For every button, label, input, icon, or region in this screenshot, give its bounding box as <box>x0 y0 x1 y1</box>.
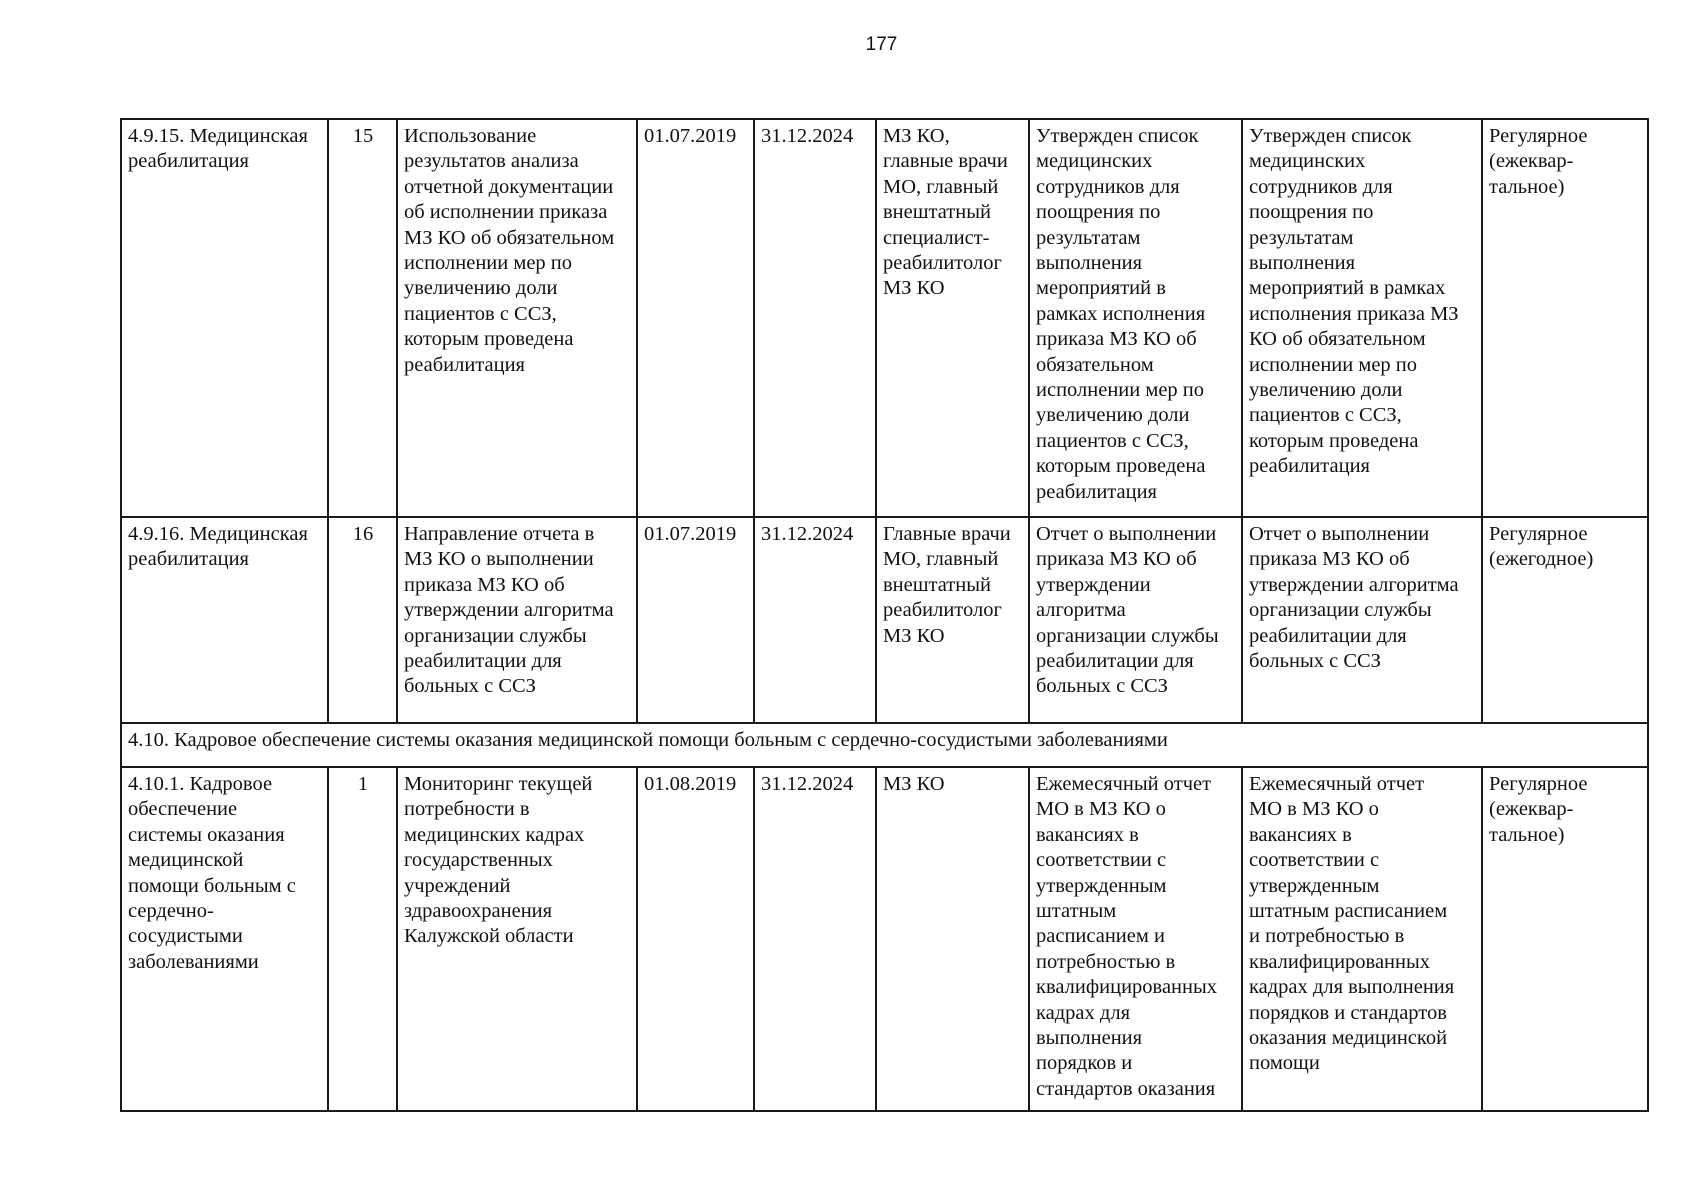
start-date-cell: 01.08.2019 <box>637 767 754 1111</box>
page-number: 177 <box>865 34 898 55</box>
responsible-cell: МЗ КО <box>876 767 1029 1111</box>
result-cell: Утвержден список медицинских сотрудников для поощрения по результатам выполнения мероприятий в рамках исполнения приказа МЗ КО об обязательном исполнении мер по увеличению доли пациентов с ССЗ, которым проведена реабилитация <box>1029 119 1242 517</box>
activity-cell: Направление отчета в МЗ КО о выполнении приказа МЗ КО об утверждении алгоритма организации службы реабилитации для больных с ССЗ <box>397 517 637 723</box>
end-date-cell: 31.12.2024 <box>754 517 876 723</box>
activity-cell: Использование результатов анализа отчетной документации об исполнении приказа МЗ КО об обязательном исполнении мер по увеличению доли пациентов с ССЗ, которым проведена реабилитация <box>397 119 637 517</box>
result-cell: Ежемесячный отчет МО в МЗ КО о вакансиях в соответствии с утвержденным штатным расписанием и потребностью в квалифицированных кадрах для выполнения порядков и стандартов оказания <box>1029 767 1242 1111</box>
section-heading-row <box>121 723 1648 767</box>
end-date-cell: 31.12.2024 <box>754 767 876 1111</box>
end-date-cell: 31.12.2024 <box>754 119 876 517</box>
table-row <box>121 767 1648 1111</box>
table-row <box>121 119 1648 517</box>
section-cell: 4.10.1. Кадровое обеспечение системы оказания медицинской помощи больным с сердечно- сосудистыми заболеваниями <box>121 767 328 1111</box>
item-number-cell: 16 <box>328 517 397 723</box>
start-date-cell: 01.07.2019 <box>637 517 754 723</box>
indicator-cell: Отчет о выполнении приказа МЗ КО об утверждении алгоритма организации службы реабилитации для больных с ССЗ <box>1242 517 1482 723</box>
indicator-cell: Ежемесячный отчет МО в МЗ КО о вакансиях в соответствии с утвержденным штатным расписанием и потребностью в квалифицированных кадрах для выполнения порядков и стандартов оказания медицинской помощи <box>1242 767 1482 1111</box>
responsible-cell: Главные врачи МО, главный внештатный реабилитолог МЗ КО <box>876 517 1029 723</box>
section-heading: 4.10. Кадровое обеспечение системы оказания медицинской помощи больным с сердечно-сосудистыми заболеваниями <box>121 723 1648 767</box>
periodicity-cell: Регулярное (ежеквар- тальное) <box>1482 119 1648 517</box>
activity-cell: Мониторинг текущей потребности в медицинских кадрах государственных учреждений здравоохранения Калужской области <box>397 767 637 1111</box>
table-row <box>121 517 1648 723</box>
item-number-cell: 1 <box>328 767 397 1111</box>
section-cell: 4.9.15. Медицинская реабилитация <box>121 119 328 517</box>
plan-table <box>120 118 1649 1112</box>
section-cell: 4.9.16. Медицинская реабилитация <box>121 517 328 723</box>
periodicity-cell: Регулярное (ежегодное) <box>1482 517 1648 723</box>
responsible-cell: МЗ КО, главные врачи МО, главный внештатный специалист- реабилитолог МЗ КО <box>876 119 1029 517</box>
periodicity-cell: Регулярное (ежеквар- тальное) <box>1482 767 1648 1111</box>
indicator-cell: Утвержден список медицинских сотрудников для поощрения по результатам выполнения мероприятий в рамках исполнения приказа МЗ КО об обязательном исполнении мер по увеличению доли пациентов с ССЗ, которым проведена реабилитация <box>1242 119 1482 517</box>
item-number-cell: 15 <box>328 119 397 517</box>
result-cell: Отчет о выполнении приказа МЗ КО об утверждении алгоритма организации службы реабилитации для больных с ССЗ <box>1029 517 1242 723</box>
start-date-cell: 01.07.2019 <box>637 119 754 517</box>
